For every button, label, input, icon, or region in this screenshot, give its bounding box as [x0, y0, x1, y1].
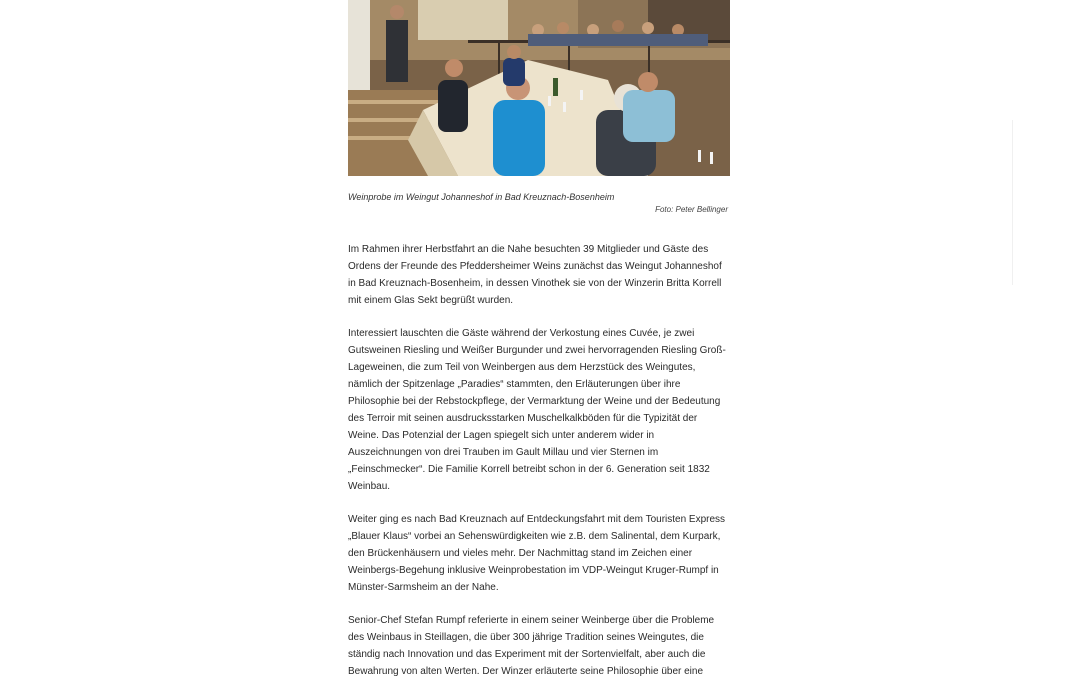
paragraph-2: Interessiert lauschten die Gäste während der Verkostung eines Cuvée, je zwei Gutsweinen Riesling und Weißer Burgunder und zwei hervorragenden Riesling Groß-Lageweinen, die zum Teil von Weinbergen aus dem Herzstück des Weingutes, nämlich der Spitzenlage „Paradies“ stammten, den Erläuterungen über ihre Philosophie bei der Rebstockpflege, der Vermarktung der Weine und der Bedeutung des Terroir mit seinen ausdrucksstarken Muschelkalkböden für die Typizität der Weine. Das Potenzial der Lagen spiegelt sich unter anderem wider in Auszeichnungen von drei Trauben im Gault Millau und vier Sternen im „Feinschmecker“. Die Familie Korrell betreibt schon in der 6. Generation seit 1832 Weinbau.	[348, 328, 726, 492]
paragraph-3: Weiter ging es nach Bad Kreuznach auf Entdeckungsfahrt mit dem Touristen Express „Blauer Klaus“ vorbei an Sehenswürdigkeiten wie z.B. dem Salinental, dem Kurpark, den Brückenhäusern und vieles mehr. Der Nachmittag stand im Zeichen einer Weinbergs-Begehung inklusive Weinprobestation im VDP-Weingut Kruger-Rumpf in Münster-Sarmsheim an der Nahe.	[348, 514, 726, 593]
photo-caption: Weinprobe im Weingut Johanneshof in Bad Kreuznach-Bosenheim	[348, 192, 615, 202]
wine-tasting-photo	[348, 0, 730, 176]
article-body	[348, 241, 730, 680]
article-column	[348, 0, 730, 696]
paragraph-4: Senior-Chef Stefan Rumpf referierte in einem seiner Weinberge über die Probleme des Weinbaus in Steillagen, die über 300 jährige Tradition seines Weingutes, die ständig nach Innovation und das Experiment mit der Sortenvielfalt, aber auch die Bewahrung von alten Werten. Der Winzer erläuterte seine Philosophie über eine	[348, 615, 715, 677]
paragraph-1: Im Rahmen ihrer Herbstfahrt an die Nahe besuchten 39 Mitglieder und Gäste des Ordens der Freunde des Pfeddersheimer Weins zunächst das Weingut Johanneshof in Bad Kreuznach-Bosenheim, in dessen Vinothek sie von der Winzerin Britta Korrell mit einem Glas Sekt begrüßt wurden.	[348, 244, 722, 306]
photo-credit: Foto: Peter Bellinger	[655, 205, 728, 214]
page-edge-divider	[1012, 120, 1013, 285]
article-photo	[348, 0, 730, 176]
